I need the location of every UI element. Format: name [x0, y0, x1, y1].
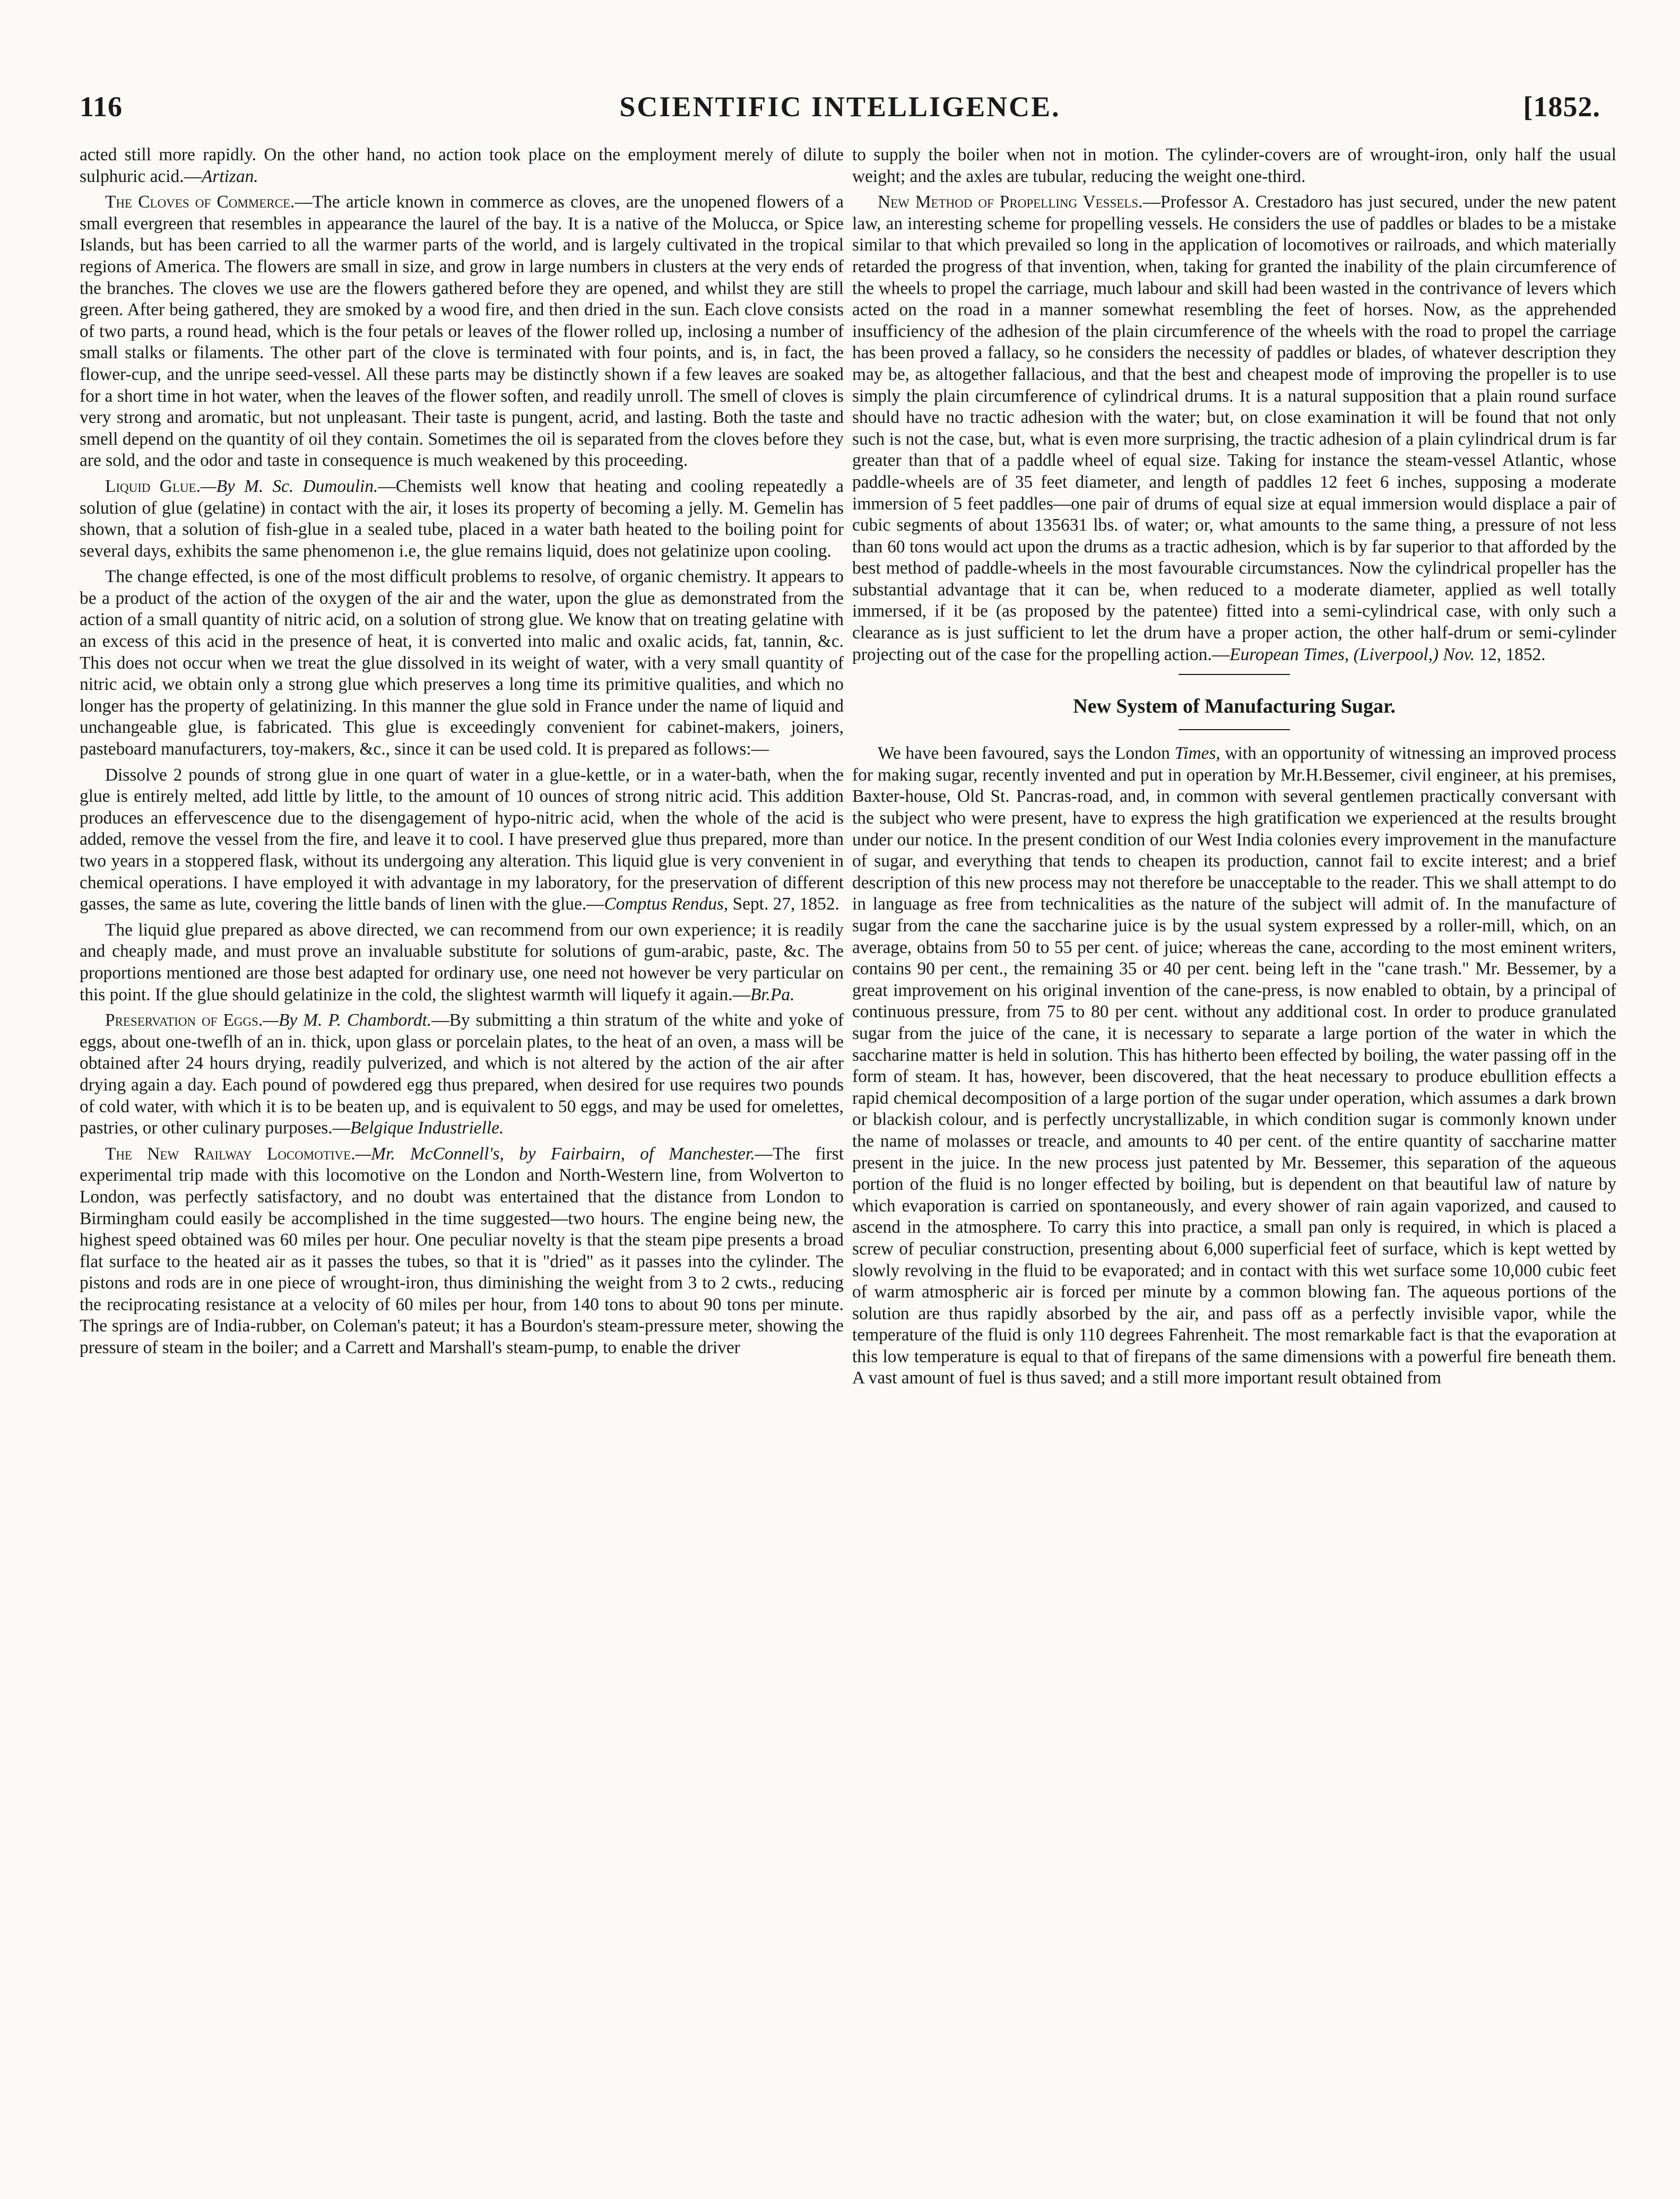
paragraph-sugar — [852, 743, 1616, 1389]
paragraph-text: The liquid glue prepared as above directed, we can recommend from our own experience; it is readily and cheaply made, and must prove an invaluable substitute for solutions of gum-arabic, paste, &c. The proportions mentioned are those best adapted for ordinary use, one need not however be very particular on this point. If the glue should gelatinize in the cold, the slightest warmth will liquefy it again.— — [80, 920, 844, 1005]
newspaper-name: Times, — [1174, 743, 1220, 764]
paragraph-propelling-vessels — [852, 192, 1616, 665]
paragraph-text: —Professor A. Crestadoro has just secured, under the new patent law, an interesting scheme for propelling vessels. He considers the use of paddles or blades to be a mistake similar to that which prevailed so long in the application of locomotives or railroads, and which materially retarded the progress of that invention, when, taking for granted the inability of the plain circumference of the wheels to propel the carriage, much labour and skill had been wasted in the contrivance of levers which acted on the road in a manner somewhat resembling the feet of horses. Now, as the apprehended insufficiency of the adhesion of the plain circumference of the wheels with the road to propel the carriage has been proved a fallacy, so he considers the necessity of paddles or blades, of whatever description they may be, as altogether fallacious, and that the best and cheapest mode of improving the propeller is to use simply the plain circumference of cylindrical drums. It is a natural supposition that a plain round surface should have no tractic adhesion with the water; but, on close examination it will be found that not only such is not the case, but, what is even more surprising, the tractic adhesion of a plain cylindrical drum is far greater than that of a paddle wheel of equal size. Taking for instance the steam-vessel Atlantic, whose paddle-wheels are of 35 feet diameter, and length of paddles 12 feet 6 inches, supposing a moderate immersion of 5 feet paddles—one pair of drums of equal size at equal immersion would displace a pair of cubic segments of about 135631 lbs. of water; or, what amounts to the same thing, a pressure of not less than 60 tons would act upon the drums as a tractic adhesion, which is by far superior to that afforded by the best method of paddle-wheels in the most favourable circumstances. Now the cylindrical propeller has the substantial advantage that it can be, when reduced to a moderate diameter, applied as well totally immersed, if it be (as proposed by the patentee) fitted into a semi-cylindrical case, with only such a clearance as is just sufficient to let the drum have a proper action, the other half-drum or semi-cylinder projecting out of the case for the propelling action.— — [852, 192, 1616, 664]
running-head — [80, 90, 1600, 127]
paragraph-text: with an opportunity of witnessing an improved process for making sugar, recently invented and put in operation by Mr.H.Bessemer, civil engineer, at his premises, Baxter-house, Old St. Pancras-road, and, in common with several gentlemen practically conversant with the subject who were present, have to express the high gratification we experienced at the results brought under our notice. In the present condition of our West India colonies every improvement in the manufacture of sugar, and everything that tends to cheapen its production, cannot fail to excite interest; and a brief description of this new process may not therefore be unacceptable to the reader. This we shall attempt to do in language as free from technicalities as the nature of the subject will admit of. In the manufacture of sugar from the cane the saccharine juice is by the usual system expressed by a roller-mill, which, on an average, obtains from 50 to 55 per cent. of juice; whereas the cane, according to the most eminent writers, contains 90 per cent., the remaining 35 or 40 per cent. being left in the "cane trash." Mr. Bessemer, by a great improvement on his original invention of the cane-press, is now enabled to obtain, by a principal of continuous pressure, from 75 to 80 per cent. without any additional cost. In order to produce granulated sugar from the juice of the cane, it is necessary to separate a large portion of the water in which the saccharine matter is held in solution. This has hitherto been effected by boiling, the water passing off in the form of steam. It has, however, been discovered, that the heat necessary to produce ebullition effects a rapid chemical decomposition of a large portion of the sugar under operation, which assumes a dark brown or blackish colour, and is perfectly uncrystallizable, in which condition sugar is commonly known under the name of molasses or treacle, and amounts to 40 per cent. of the entire quantity of saccharine matter present in the juice. In the new process just patented by Mr. Bessemer, this separation of the aqueous portion of the fluid is no longer effected by boiling, but is dependent on that beautiful law of nature by which evaporation is carried on spontaneously, and every shower of rain again vaporized, and caused to ascend in the atmosphere. To carry this into practice, a small pan only is required, in which is placed a screw of peculiar construction, presenting about 6,000 superficial feet of surface, which is kept wetted by slowly revolving in the fluid to be evaporated; and in contact with this wet surface some 10,000 cubic feet of warm atmospheric air is forced per minute by a common blowing fan. The aqueous portions of the solution are thus rapidly absorbed by the air, and pass off as a perfectly invisible vapor, while the temperature of the fluid is only 110 degrees Fahrenheit. The most remarkable fact is that the evaporation at this low temperature is equal to that of firepans of the same dimensions with a powerful fire beneath them. A vast amount of fuel is thus saved; and a still more important result obtained from — [852, 743, 1616, 1388]
citation-date: Sept. 27, 1852. — [728, 894, 839, 914]
source-citation: Belgique Industrielle. — [350, 1118, 504, 1138]
paragraph-text: —The article known in commerce as cloves, are the unopened flowers of a small evergreen that resembles in appearance the laurel of the bay. It is a native of the Molucca, or Spice Islands, but has been carried to all the warmer parts of the world, and is largely cultivated in the tropical regions of America. The flowers are small in size, and grow in large numbers in clusters at the very ends of the branches. The cloves we use are the flowers gathered before they are opened, and whilst they are still green. After being gathered, they are smoked by a wood fire, and then dried in the sun. Each clove consists of two parts, a round head, which is the four petals or leaves of the flower rolled up, inclosing a number of small stalks or filaments. The other part of the clove is terminated with four points, and is, in fact, the flower-cup, and the unripe seed-vessel. All these parts may be distinctly shown if a few leaves are soaked for a short time in hot water, when the leaves of the flower soften, and readily unroll. The smell of cloves is very strong and aromatic, but not unpleasant. Their taste is pungent, acrid, and lasting. Both the taste and smell depend on the quantity of oil they contain. Sometimes the oil is separated from the cloves before they are sold, and the odor and taste in consequence is much weakened by this proceeding. — [80, 192, 844, 471]
page-number: 116 — [80, 91, 123, 123]
paragraph-acid-continuation — [80, 144, 844, 187]
citation-date: 12, 1852. — [1475, 644, 1546, 664]
section-heading-locomotive: The New Railway Locomotive. — [105, 1144, 356, 1164]
section-heading-propelling: New Method of Propelling Vessels. — [878, 192, 1143, 212]
volume-year: [1852. — [1523, 91, 1600, 123]
paragraph-eggs — [80, 1010, 844, 1139]
paragraph-text: —Chemists well know that heating and cooling repeatedly a solution of glue (gelatine) in contact with the air, it loses its property of becoming a jelly. M. Gemelin has shown, that a solution of fish-glue in a sealed tube, placed in a water bath heated to the boiling point for several days, exhibits the same phenomenon i.e, the glue remains liquid, does not gelatinize upon cooling. — [80, 476, 844, 561]
paragraph-glue-recipe — [80, 765, 844, 915]
paragraph-text: Dissolve 2 pounds of strong glue in one quart of water in a glue-kettle, or in a water-bath, when the glue is entirely melted, add little by little, to the amount of 10 ounces of strong nitric acid. This addition produces an effervescence due to the disengagement of hypo-nitric acid, when the whole of the acid is added, remove the vessel from the fire, and leave it to cool. I have preserved glue thus prepared, more than two years in a stoppered flask, without its undergoing any alteration. This liquid glue is very convenient in chemical operations. I have employed it with advantage in my laboratory, for the preservation of different gasses, the same as lute, covering the little bands of linen with the glue.— — [80, 765, 844, 914]
left-column — [80, 144, 844, 2171]
section-heading-liquid-glue: Liquid Glue. — [105, 476, 201, 496]
paragraph-text: —By submitting a thin stratum of the white and yoke of eggs, about one-tweflh of an in. thick, upon glass or porcelain plates, to the heat of an oven, a mass will be obtained after 24 hours drying, readily pulverized, and which is not altered by the action of the air after drying again a day. Each pound of powdered egg thus prepared, when desired for use requires two pounds of cold water, with which it is to be beaten up, and is equivalent to 50 eggs, and may be used for omelettes, pastries, or other culinary purposes.— — [80, 1010, 844, 1138]
source-citation: Artizan. — [201, 166, 258, 186]
source-citation: Comptus Rendus, — [604, 894, 729, 914]
paragraph-liquid-glue — [80, 476, 844, 562]
byline: —By M. P. Chambordt. — [263, 1010, 432, 1031]
article-title: New System of Manufacturing Sugar. — [1073, 695, 1396, 718]
paragraph-cloves — [80, 192, 844, 472]
paragraph-glue-recommendation — [80, 920, 844, 1006]
title-rule-bottom — [1179, 729, 1290, 730]
section-heading-eggs: Preservation of Eggs. — [105, 1010, 263, 1031]
paragraph-glue-chemistry: The change effected, is one of the most difficult problems to resolve, of organic chemistry. It appears to be a product of the action of the oxygen of the air and the water, upon the glue as demonstrated from the action of a small quantity of nitric acid, on a solution of strong glue. We know that on treating gelatine with an excess of this acid in the presence of heat, it is converted into malic and oxalic acids, fat, tannin, &c. This does not occur when we treat the glue dissolved in its weight of water, with a very small quantity of nitric acid, we obtain only a strong glue which preserves a long time its primitive qualities, and which no longer has the property of gelatinizing. In this manner the glue sold in France under the name of liquid and unchangeable glue, is fabricated. This glue is exceedingly convenient for cabinet-makers, joiners, pasteboard manufacturers, toy-makers, &c., since it can be used cold. It is prepared as follows:— — [80, 567, 844, 759]
paragraph-lead: We have been favoured, says the London — [878, 743, 1175, 764]
source-citation: European Times, (Liverpool,) Nov. — [1229, 644, 1475, 664]
right-column — [852, 144, 1616, 2171]
paragraph-text: acted still more rapidly. On the other hand, no action took place on the employment merely of dilute sulphuric acid.— — [80, 145, 844, 186]
byline: —Mr. McConnell's, by Fairbairn, of Manchester. — [355, 1144, 755, 1164]
source-citation: Br.Pa. — [750, 984, 795, 1005]
paragraph-text: —The first experimental trip made with this locomotive on the London and North-Western line, from Wolverton to London, was perfectly satisfactory, and no doubt was entertained that the distance from London to Birmingham could easily be accomplished in the time suggested—two hours. The engine being new, the highest speed obtained was 60 miles per hour. One peculiar novelty is that the steam pipe presents a broad flat surface to the heated air as it passes the tubes, so that it is "dried" as it passes into the cylinder. The pistons and rods are in one piece of wrought-iron, thus diminishing the weight from 3 to 2 cwts., reducing the reciprocating resistance at a velocity of 60 miles per hour, from 140 tons to about 90 tons per minute. The springs are of India-rubber, on Coleman's pateut; it has a Bourdon's steam-pressure meter, showing the pressure of steam in the boiler; and a Carrett and Marshall's steam-pump, to enable the driver — [80, 1144, 844, 1358]
paragraph-locomotive — [80, 1144, 844, 1359]
running-title: SCIENTIFIC INTELLIGENCE. — [619, 91, 1061, 123]
paragraph-locomotive-continuation: to supply the boiler when not in motion. The cylinder-covers are of wrought-iron, only half the usual weight; and the axles are tubular, reducing the weight one-third. — [852, 145, 1616, 186]
title-rule-top — [1179, 674, 1290, 675]
byline: —By M. Sc. Dumoulin. — [200, 476, 378, 496]
section-heading-cloves: The Cloves of Commerce. — [105, 192, 295, 212]
